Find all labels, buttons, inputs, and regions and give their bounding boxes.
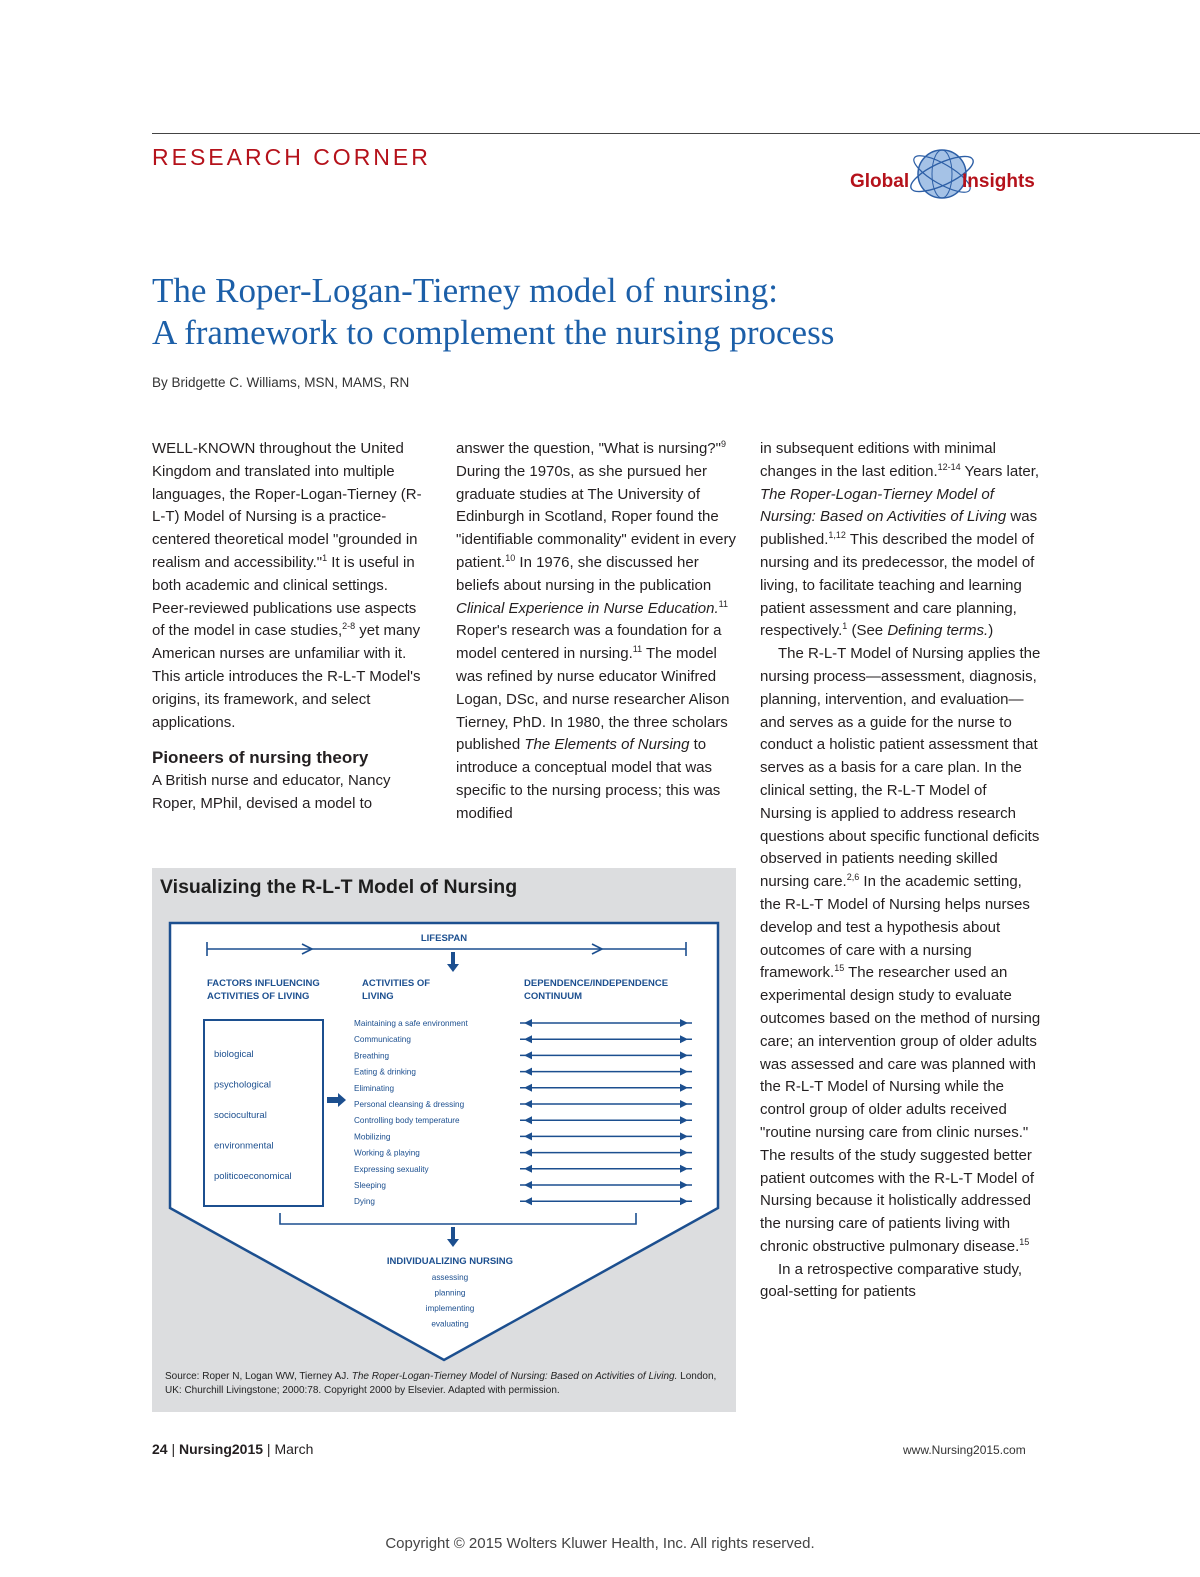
activity-item: Eating & drinking	[354, 1067, 416, 1077]
factor-item: biological	[214, 1049, 254, 1060]
body-paragraph: A British nurse and educator, Nancy Roper, MPhil, devised a model to	[152, 772, 391, 813]
activity-item: Mobilizing	[354, 1132, 391, 1142]
individualizing-step: assessing	[431, 1273, 469, 1282]
logo-left-text: Global	[850, 171, 910, 192]
activity-item: Working & playing	[354, 1148, 420, 1158]
activity-item: Sleeping	[354, 1181, 386, 1190]
figure-title: Visualizing the R-L-T Model of Nursing	[160, 876, 518, 898]
article-title	[152, 270, 1052, 354]
body-paragraph: The R-L-T Model of Nursing applies the nursing process—assessment, diagnosis, planning, intervention, and evaluation—and serves as a guide for the nurse to conduct a holistic patient assessment that serves as a basis for a care plan. In the clinical setting, the R-L-T Model of Nursing is applied to address research questions about specific functional deficits observed in patients needing skilled nursing care.$^{2,6}$ In the academic setting, the R-L-T Model of Nursing helps nurses develop and test a hypothesis about outcomes of care with a nursing framework.$^{15}$ The researcher used an experimental design study to evaluate outcomes based on the method of nursing care; an intervention group of older adults was assessed and care was planned with the R-L-T Model of Nursing while the control group of older adults received "routine nursing care from clinic nurses." The results of the study suggested better patient outcomes with the R-L-T Model of Nursing because it holistically addressed the nursing care of patients living with chronic obstructive pulmonary disease.$^{15}$	[760, 645, 1041, 1255]
title-line-1: The Roper-Logan-Tierney model of nursing:	[152, 271, 778, 310]
factors-heading-2: ACTIVITIES OF LIVING	[207, 991, 310, 1002]
activity-item: Personal cleansing & dressing	[354, 1100, 465, 1109]
section-label: RESEARCH CORNER	[152, 144, 431, 170]
factor-item: sociocultural	[214, 1110, 267, 1121]
activity-item: Maintaining a safe environment	[354, 1019, 468, 1028]
figure-source: Source: Roper N, Logan WW, Tierney AJ. The Roper-Logan-Tierney Model of Nursing: Based on Activities of Living. London, UK: Churchill Livingstone; 2000:78. Copyright 2000 by Elsevier. Adapted with permission.	[165, 1371, 717, 1396]
byline: By Bridgette C. Williams, MSN, MAMS, RN	[152, 375, 410, 390]
title-line-2: A framework to complement the nursing process	[152, 313, 835, 352]
activity-item: Expressing sexuality	[354, 1164, 429, 1174]
journal-name: Nursing2015	[179, 1441, 264, 1457]
factor-item: environmental	[214, 1140, 274, 1152]
footer-url[interactable]: www.Nursing2015.com	[903, 1443, 1026, 1457]
activity-item: Dying	[354, 1197, 375, 1207]
activity-item: Controlling body temperature	[354, 1116, 460, 1126]
individualizing-step: implementing	[425, 1304, 475, 1313]
factors-heading-1: FACTORS INFLUENCING	[207, 978, 320, 989]
activities-heading-2: LIVING	[362, 991, 394, 1002]
intro-paragraph: WELL-KNOWN throughout the United Kingdom and translated into multiple languages, the Roper-Logan-Tierney (R-L-T) Model of Nursing is a practice-centered theoretical model "grounded in realism and accessibility."$^1$ It is useful in both academic and clinical settings. Peer-reviewed publications use aspects of the model in case studies,$^{2-8}$ yet many American nurses are unfamiliar with it. This article introduces the R-L-T Model's origins, its framework, and select applications.	[152, 440, 422, 731]
section-subhead: Pioneers of nursing theory	[152, 748, 369, 768]
column-3	[760, 438, 1042, 1304]
activity-item: Eliminating	[354, 1083, 395, 1093]
activity-item: Breathing	[354, 1051, 390, 1061]
factor-item: psychological	[214, 1079, 272, 1091]
column-2	[456, 438, 738, 826]
individualizing-step: planning	[434, 1288, 466, 1298]
lifespan-label: LIFESPAN	[420, 933, 468, 944]
individualizing-heading: INDIVIDUALIZING NURSING	[386, 1256, 514, 1267]
header-rule	[152, 133, 1200, 134]
rlt-model-diagram	[152, 868, 736, 1368]
individualizing-step: evaluating	[431, 1319, 469, 1329]
lead-in: WELL-KNOWN	[152, 440, 256, 457]
footer-folio: 24 | Nursing2015 | March	[152, 1441, 314, 1457]
activity-item: Communicating	[354, 1035, 411, 1045]
body-paragraph: answer the question, "What is nursing?"$^9$ During the 1970s, as she pursued her graduate studies at The University of Edinburgh in Scotland, Roper found the "identifiable commonality" evident in every patient.$^{10}$ In 1976, she discussed her beliefs about nursing in the publication Clinical Experience in Nurse Education.$^{11}$ Roper's research was a foundation for a model centered in nursing.$^{11}$ The model was refined by nurse educator Winifred Logan, DSc, and nurse researcher Alison Tierney, PhD. In 1980, the three scholars published The Elements of Nursing to introduce a conceptual model that was specific to the nursing process; this was modified	[456, 439, 736, 822]
global-insights-logo	[846, 138, 1035, 208]
copyright-notice: Copyright © 2015 Wolters Kluwer Health, Inc. All rights reserved.	[385, 1535, 815, 1552]
column-1	[152, 438, 424, 816]
continuum-heading-2: CONTINUUM	[524, 991, 583, 1002]
continuum-heading-1: DEPENDENCE/INDEPENDENCE	[524, 978, 669, 989]
page-number: 24	[152, 1441, 168, 1457]
factor-item: politicoeconomical	[214, 1171, 292, 1182]
body-paragraph: In a retrospective comparative study, goal-setting for patients	[760, 1260, 1022, 1301]
activities-heading-1: ACTIVITIES OF	[362, 978, 431, 989]
body-paragraph: in subsequent editions with minimal changes in the last edition.$^{12-14}$ Years later, The Roper-Logan-Tierney Model of Nursing: Based on Activities of Living was published.$^{1,12}$ This described the model of nursing and its predecessor, the model of living, to facilitate teaching and learning patient assessment and care planning, respectively.$^1$ (See Defining terms.)	[760, 440, 1040, 640]
logo-right-text: Insights	[962, 171, 1035, 192]
issue-month: March	[274, 1441, 314, 1457]
